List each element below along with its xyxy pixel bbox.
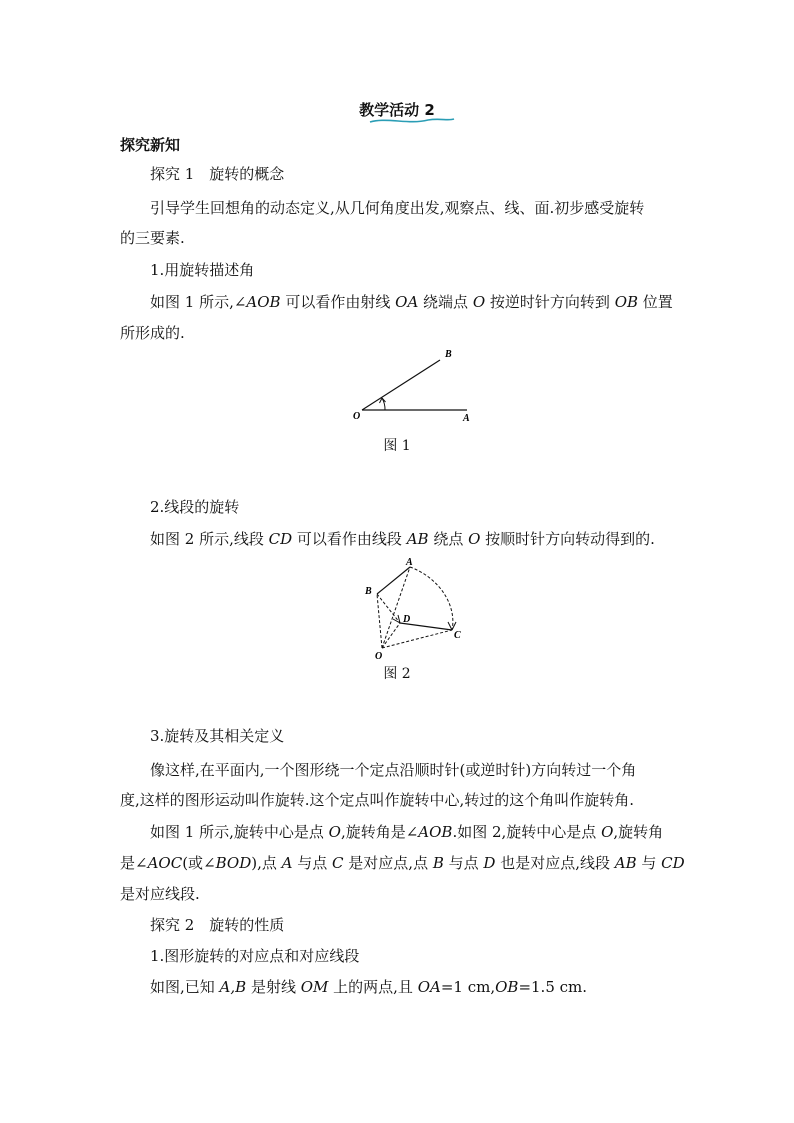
label-d: D [403,614,411,625]
figure-2-caption: 图 2 [383,666,411,682]
arrow-b-to-d [377,594,400,623]
figure-1-caption: 图 1 [383,438,411,454]
subheading-angle: 1.用旋转描述角 [150,261,255,279]
ray-ob [362,360,440,410]
paragraph-definition-line1: 像这样,在平面内,一个图形绕一个定点沿顺时针(或逆时针)方向转过一个角 [150,761,637,779]
subheading-segment: 2.线段的旋转 [150,498,240,516]
label-o: O [375,651,383,661]
subheading-corresponding: 1.图形旋转的对应点和对应线段 [150,947,360,965]
dashed-oc [382,630,452,648]
paragraph-example-line1: 如图 1 所示,旋转中心是点 O,旋转角是∠AOB.如图 2,旋转中心是点 O,旋转角 [150,823,664,841]
paragraph-example-line3: 是对应线段. [120,885,200,903]
figure-1-angle-diagram [345,345,480,427]
section-title: 探究新知 [120,136,181,154]
paragraph-fig2: 如图 2 所示,线段 CD 可以看作由线段 AB 绕点 O 按顺时针方向转动得到的. [150,530,655,548]
label-b: B [445,349,452,360]
paragraph-fig1-line2: 所形成的. [120,324,185,342]
figure-2-segment-rotation-diagram [355,556,470,661]
paragraph-intro-line1: 引导学生回想角的动态定义,从几何角度出发,观察点、线、面.初步感受旋转 [150,199,645,217]
title-underline-decoration [368,116,458,126]
label-a: A [463,413,470,424]
explore1-heading: 探究 1 旋转的概念 [150,165,285,183]
paragraph-intro-line2: 的三要素. [120,229,185,247]
arc-a-to-c [410,567,453,630]
label-c: C [454,630,461,641]
paragraph-om: 如图,已知 A,B 是射线 OM 上的两点,且 OA=1 cm,OB=1.5 cm. [150,978,588,996]
paragraph-fig1-line1: 如图 1 所示,∠AOB 可以看作由射线 OA 绕端点 O 按逆时针方向转到 OB 位置 [150,293,673,311]
label-b: B [365,586,372,597]
page-title-text: 教学活动 2 [359,101,435,119]
label-o: O [353,411,361,422]
paragraph-example-line2: 是∠AOC(或∠BOD),点 A 与点 C 是对应点,点 B 与点 D 也是对应点,线段 AB 与 CD [120,854,685,872]
paragraph-definition-line2: 度,这样的图形运动叫作旋转.这个定点叫作旋转中心,转过的这个角叫作旋转角. [120,791,635,809]
subheading-definition: 3.旋转及其相关定义 [150,727,285,745]
dashed-ob [377,594,382,648]
label-a: A [406,557,413,568]
explore2-heading: 探究 2 旋转的性质 [150,916,285,934]
